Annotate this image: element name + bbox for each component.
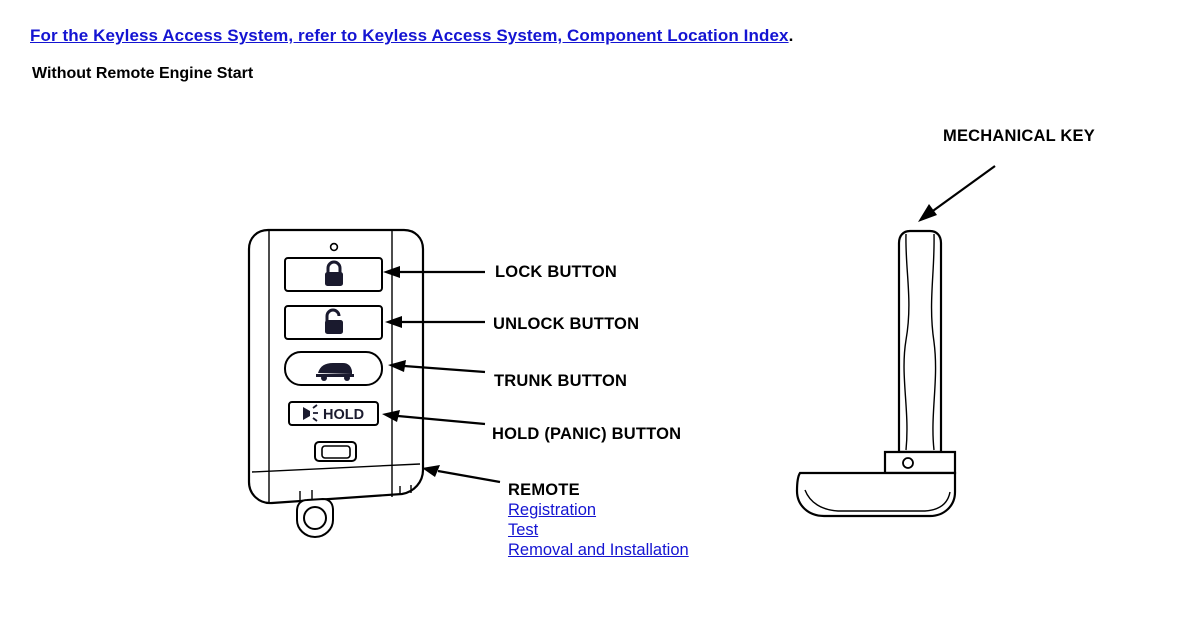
fob-trunk-button[interactable]	[285, 352, 382, 385]
remote-link-test[interactable]: Test	[508, 521, 539, 539]
hold-button-text: HOLD	[323, 407, 365, 423]
remote-links-list	[508, 500, 689, 560]
fob-lock-button[interactable]	[285, 258, 382, 291]
sentence-period: .	[788, 26, 794, 45]
callout-hold-panic-button: HOLD (PANIC) BUTTON	[492, 425, 682, 443]
leader-mechanical-key	[930, 166, 995, 213]
callout-mechanical-key: MECHANICAL KEY	[943, 127, 1095, 145]
leader-remote	[438, 471, 500, 482]
callout-lock-button: LOCK BUTTON	[495, 263, 617, 281]
remote-link-registration[interactable]: Registration	[508, 501, 597, 519]
callout-remote: REMOTE	[508, 481, 580, 499]
fob-indicator-led	[331, 244, 338, 251]
key-ring-hole	[903, 458, 913, 468]
mechanical-key-illustration	[797, 231, 955, 516]
section-subtitle: Without Remote Engine Start	[32, 65, 254, 82]
fob-hold-panic-button[interactable]	[289, 402, 378, 425]
keyless-access-component-location-link[interactable]: For the Keyless Access System, refer to Keyless Access System, Component Location Index	[30, 26, 789, 45]
remote-link-removal-and-installation[interactable]: Removal and Installation	[508, 541, 689, 559]
callout-trunk-button: TRUNK BUTTON	[494, 372, 628, 390]
fob-unlock-button[interactable]	[285, 306, 382, 339]
fob-key-release-slot	[315, 442, 356, 461]
callout-unlock-button: UNLOCK BUTTON	[493, 315, 640, 333]
